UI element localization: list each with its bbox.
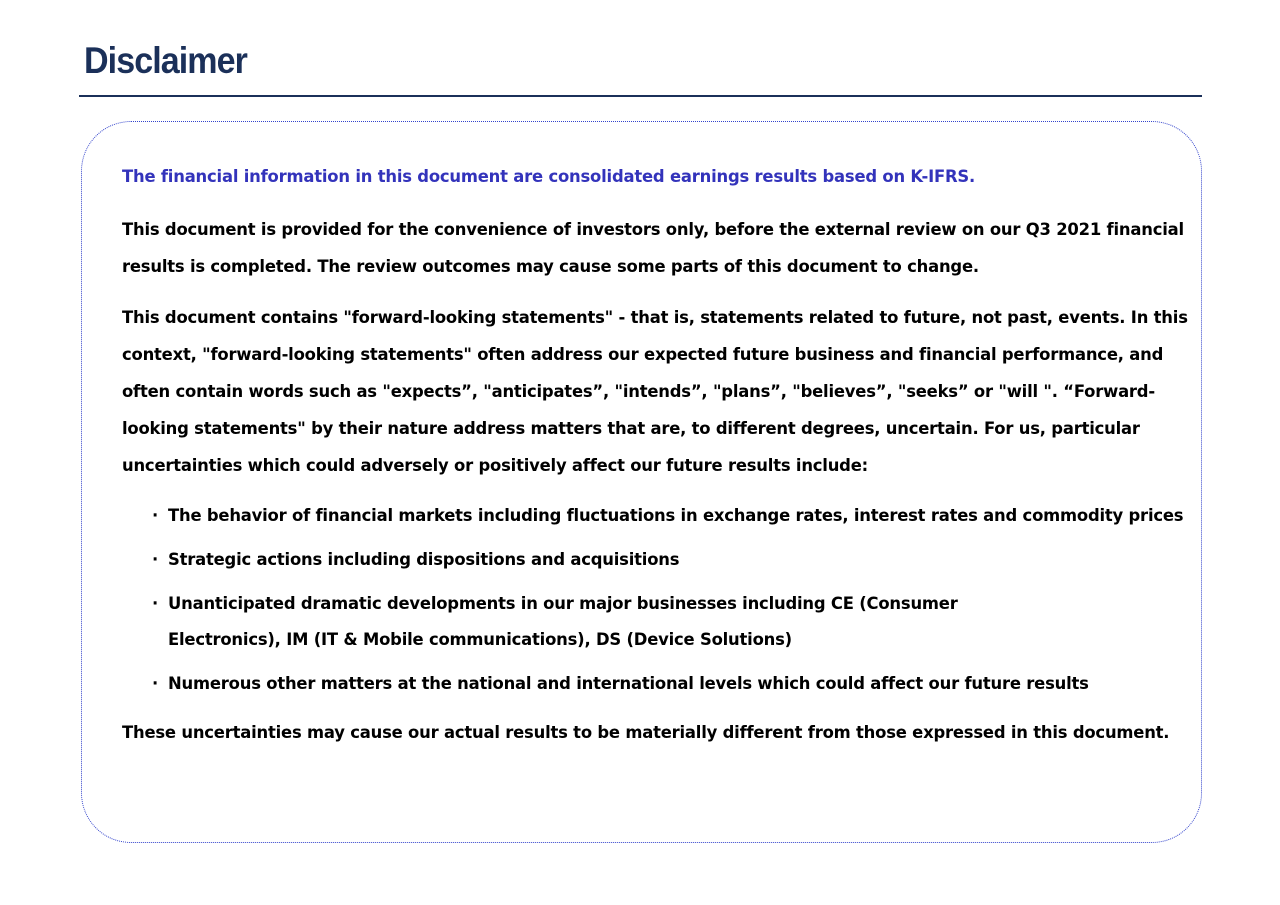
closing-statement: These uncertainties may cause our actual results to be materially different from those expressed in this document. (122, 723, 1170, 742)
uncertainties-list (122, 498, 1197, 702)
disclaimer-content (122, 160, 1197, 750)
list-item-text: Numerous other matters at the national and international levels which could affect our future results (168, 674, 1089, 693)
list-item (152, 542, 1197, 578)
page-title: Disclaimer (84, 40, 247, 81)
bullet-marker: · (152, 594, 159, 613)
list-item (152, 666, 1197, 702)
paragraph-review-notice: This document is provided for the convenience of investors only, before the external review on our Q3 2021 financial results is completed. The review outcomes may cause some parts of this document to change. (122, 220, 1184, 276)
bullet-marker: · (152, 674, 159, 693)
lead-statement: The financial information in this document are consolidated earnings results based on K-IFRS. (122, 167, 976, 186)
list-item-text: Unanticipated dramatic developments in our major businesses including CE (Consumer Electronics), IM (IT & Mobile communications), DS (Device Solutions) (168, 594, 958, 649)
paragraph-forward-looking: This document contains "forward-looking statements" - that is, statements related to future, not past, events. In this context, "forward-looking statements" often address our expected future business and financial performance, and often contain words such as "expects”, "anticipates”, "intends”, "plans”, "believes”, "seeks” or "will ". “Forward-looking statements" by their nature address matters that are, to different degrees, uncertain. For us, particular uncertainties which could adversely or positively affect our future results include: (122, 308, 1188, 475)
bullet-marker: · (152, 506, 159, 525)
bullet-marker: · (152, 550, 159, 569)
list-item (152, 586, 1038, 658)
list-item-text: The behavior of financial markets including fluctuations in exchange rates, interest rates and commodity prices (168, 506, 1184, 525)
title-divider (79, 95, 1202, 97)
list-item-text: Strategic actions including dispositions and acquisitions (168, 550, 680, 569)
list-item (152, 498, 1197, 534)
